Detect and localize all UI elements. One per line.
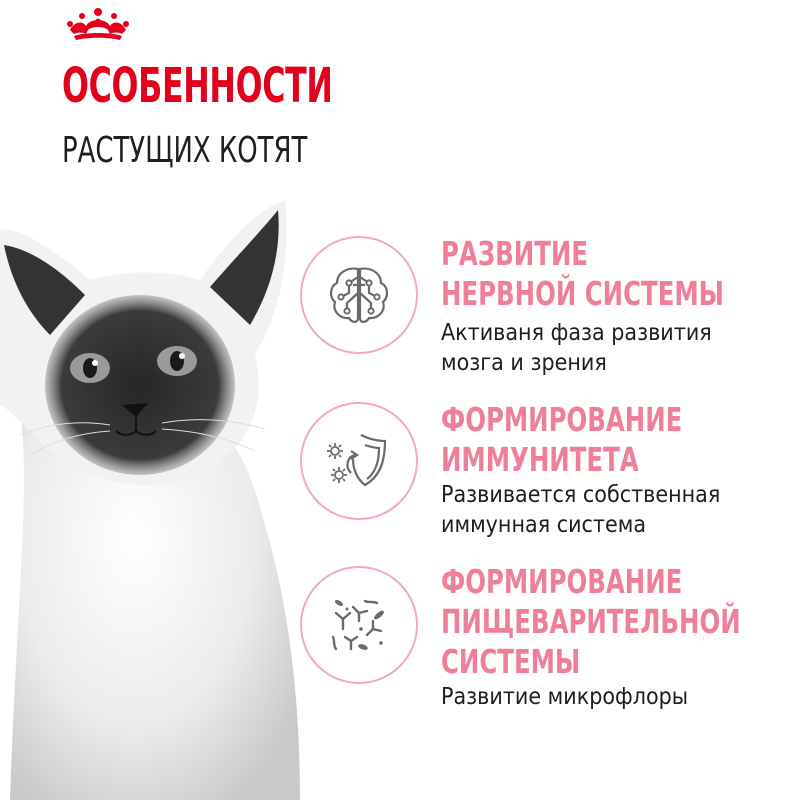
- feature-title-line: ФОРМИРОВАНИЕ: [441, 562, 683, 601]
- feature-desc-line: Развитие микрофлоры: [441, 684, 689, 710]
- feature-title-line: СИСТЕМЫ: [441, 642, 581, 681]
- feature-immunity: [300, 400, 797, 540]
- feature-icon-circle: [300, 566, 418, 684]
- feature-digestive-system: [300, 562, 797, 722]
- page-title: ОСОБЕННОСТИ: [62, 58, 333, 114]
- shield-immunity-icon: [323, 425, 395, 497]
- page-subtitle: РАСТУЩИХ КОТЯТ: [62, 130, 308, 171]
- feature-icon-circle: [300, 402, 418, 520]
- feature-nervous-system: [300, 234, 797, 376]
- feature-desc-line: Активаня фаза развития: [441, 320, 712, 346]
- feature-title-line: РАЗВИТИЕ: [441, 234, 588, 273]
- feature-title-line: ФОРМИРОВАНИЕ: [441, 400, 683, 439]
- kitten-photo: [0, 185, 310, 800]
- feature-desc-line: мозга и зрения: [441, 350, 607, 376]
- feature-desc-line: иммунная система: [441, 512, 647, 538]
- feature-icon-circle: [300, 236, 418, 354]
- feature-title-line: ПИЩЕВАРИТЕЛЬНОЙ: [441, 602, 741, 641]
- brain-icon: [323, 259, 395, 331]
- microflora-icon: [323, 589, 395, 661]
- feature-desc-line: Развивается собственная: [441, 482, 721, 508]
- crown-icon: [60, 4, 136, 44]
- feature-title-line: НЕРВНОЙ СИСТЕМЫ: [441, 274, 724, 313]
- feature-title-line: ИММУНИТЕТА: [441, 440, 639, 479]
